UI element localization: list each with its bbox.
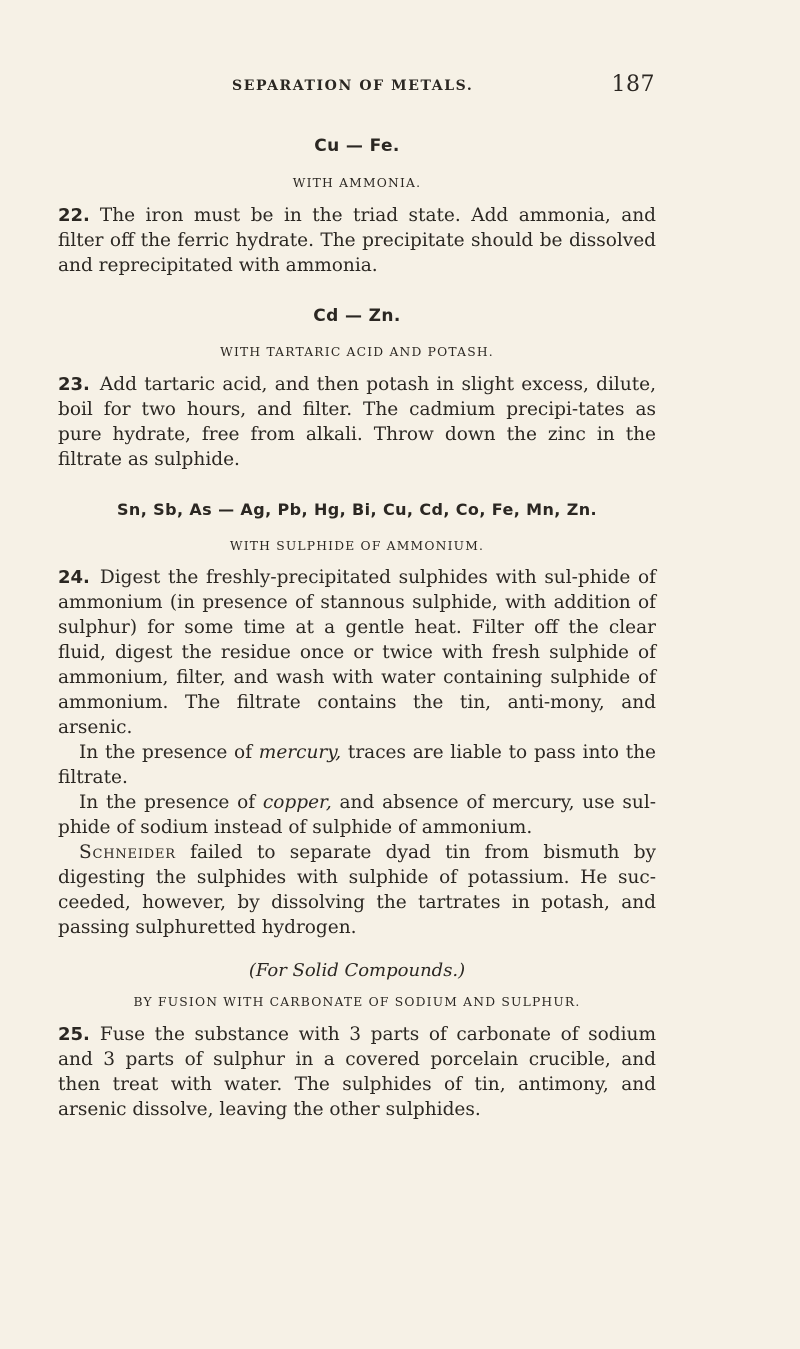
paragraph-text: Add tartaric acid, and then potash in slight excess, dilute, boil for two hours, and filter. The cadmium precipi-tates as pure hydrate, free from alkali. Throw down the zinc in the filtrate as sulphide. — [58, 374, 656, 470]
running-head — [0, 72, 800, 102]
paragraph — [58, 372, 656, 472]
section-subheading: WITH TARTARIC ACID AND POTASH. — [220, 345, 494, 359]
paragraph-text: traces are liable to pass into the filtrate. — [58, 742, 656, 788]
emphasis-text: copper, — [262, 792, 332, 813]
paragraph — [58, 740, 656, 790]
section-subheading: BY FUSION WITH CARBONATE OF SODIUM AND SULPHUR. — [133, 995, 581, 1009]
section-heading: Cd — Zn. — [313, 306, 401, 326]
paragraph-text: The iron must be in the triad state. Add ammonia, and filter off the ferric hydrate. The precipitate should be dissolved and reprecipitated with ammonia. — [58, 205, 656, 276]
paragraph — [58, 790, 656, 840]
page-number: 187 — [611, 72, 655, 97]
section-subheading: WITH SULPHIDE OF AMMONIUM. — [229, 539, 485, 553]
page-content — [58, 136, 656, 1122]
paragraph-number: 24. — [58, 567, 90, 588]
section-subheading: WITH AMMONIA. — [292, 176, 422, 190]
paragraph-text: Digest the freshly-precipitated sulphides with sul-phide of ammonium (in presence of stannous sulphide, with addition of sulphur) for some time at a gentle heat. Filter off the clear fluid, digest the residue once or twice with fresh sulphide of ammonium, filter, and wash with water containing sulphide of ammonium. The filtrate contains the tin, anti-mony, and arsenic. — [58, 567, 656, 738]
section-heading: Sn, Sb, As — Ag, Pb, Hg, Bi, Cu, Cd, Co, Fe, Mn, Zn. — [117, 500, 597, 519]
section-heading: Cu — Fe. — [314, 136, 400, 156]
paragraph-text: Fuse the substance with 3 parts of carbonate of sodium and 3 parts of sulphur in a covered porcelain crucible, and then treat with water. The sulphides of tin, antimony, and arsenic dissolve, leaving the other sulphides. — [58, 1024, 656, 1120]
paragraph — [58, 840, 656, 940]
paragraph — [58, 565, 656, 740]
paragraph-text: In the presence of — [79, 742, 259, 763]
paragraph-text: In the presence of — [79, 792, 263, 813]
emphasis-text: mercury, — [258, 742, 342, 763]
author-name: Schneider — [79, 842, 176, 863]
paragraph-number: 25. — [58, 1024, 90, 1045]
paragraph — [58, 203, 656, 278]
paragraph-text: and absence of mercury, use sul-phide of sodium instead of sulphide of ammonium. — [58, 792, 656, 838]
running-title: SEPARATION OF METALS. — [232, 78, 474, 94]
paragraph-text: failed to separate dyad tin from bismuth by digesting the sulphides with sulphide of potassium. He suc-ceeded, however, by dissolving the tartrates in potash, and passing sulphuretted hydrogen. — [58, 842, 656, 938]
section-heading: (For Solid Compounds.) — [248, 960, 466, 981]
paragraph-number: 23. — [58, 374, 90, 395]
paragraph-number: 22. — [58, 205, 90, 226]
paragraph — [58, 1022, 656, 1122]
